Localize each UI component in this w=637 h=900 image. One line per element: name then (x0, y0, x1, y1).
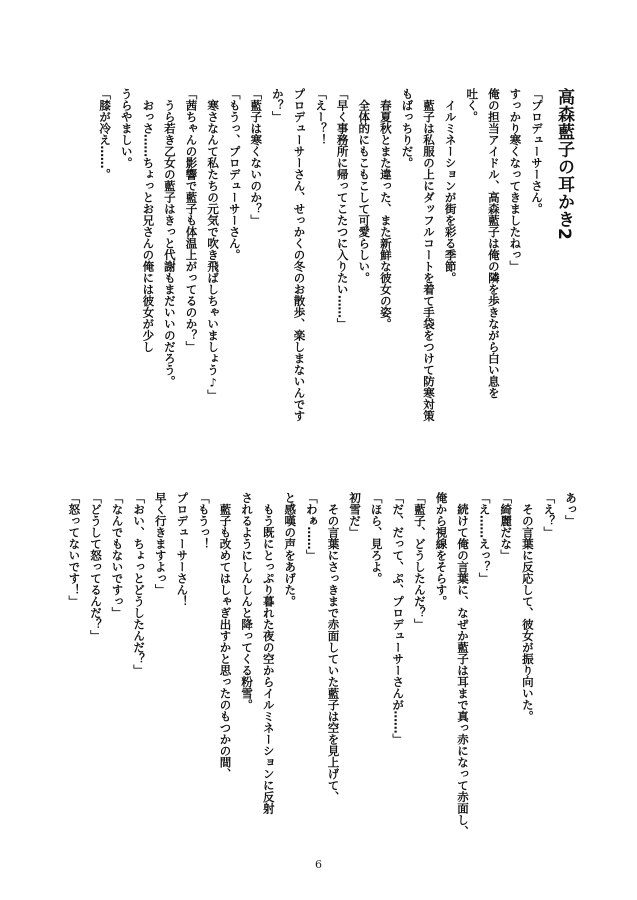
text-line: 俺から視線をそらす。 (434, 492, 449, 607)
upper-text-block (98, 88, 581, 450)
text-line: 早く行きますよっ」 (153, 492, 168, 596)
text-line: 「え？」 (542, 492, 557, 538)
text-line: 俺の担当アイドル、高森藍子は俺の隣を歩きながら白い息を (486, 88, 501, 399)
text-line: 「ほら、見ろよ。 (369, 492, 384, 584)
text-line: すっかり寒くなってきましたねっ」 (508, 88, 523, 272)
text-line: あっ」 (564, 492, 578, 527)
text-line: 「えー？！ (314, 88, 329, 146)
text-line: 「もうっ！ (196, 492, 211, 550)
text-line: か？」 (270, 88, 285, 123)
text-line: プロデューサーさん！ (175, 492, 190, 607)
text-line: うらやましい。 (119, 88, 134, 169)
text-line: と感嘆の声をあげた。 (283, 492, 298, 607)
text-line: 「おい、ちょっとどうしたんだ？」 (132, 492, 147, 676)
page-number: 6 (315, 858, 322, 871)
text-line: 「綺麗だな」 (499, 492, 514, 561)
text-line: イルミネーションが街を彩る季節。 (443, 88, 458, 284)
text-line: 全体的にもこもこして可愛らしい。 (357, 88, 372, 284)
text-line: うら若き乙女の藍子はきっと代謝もまだいいのだろう。 (162, 88, 177, 387)
text-line: 「プロデューサーさん。 (530, 88, 544, 215)
text-line: 寒さなんて私たちの元気で吹き飛ばしちゃいましょう♪」 (206, 88, 221, 401)
text-line: その言葉に反応して、彼女が振り向いた。 (520, 492, 535, 722)
text-line: 「だ、だって、ぷ、プロデューサーさんが……」 (391, 492, 406, 745)
chapter-title: 高森藍子の耳かき2 (554, 88, 574, 241)
text-line: 藍子は私服の上にダッフルコートを着て手袋をつけて防寒対策 (422, 88, 437, 422)
text-line: 「早く事務所に帰ってこたつに入りたい……」 (335, 88, 350, 330)
text-line: 「わぁ……」 (304, 492, 319, 561)
text-line: されるようにしんしんと降ってくる粉雪。 (240, 492, 255, 711)
text-line: 続けて俺の言葉に、なぜか藍子は耳まで真っ赤になって赤面し、 (456, 492, 471, 837)
text-line: 「藍子は寒くないのか？」 (249, 88, 264, 226)
text-line: 「え……えっ？」 (477, 492, 492, 584)
text-line: 春夏秋とまた違った、また新鮮な彼女の姿。 (378, 88, 393, 330)
text-line: もばっちりだ。 (400, 88, 415, 169)
text-line: もう既にとっぷり暮れた夜の空からイルミネーションに反射 (261, 492, 276, 814)
lower-text-block (67, 492, 581, 837)
text-line: 「膝が冷え……。 (98, 88, 113, 180)
text-line: 「茜ちゃんの影響で藍子も体温上がってるのか？」 (184, 88, 199, 353)
text-line: 「もうっ、プロデューサーさん。 (227, 88, 242, 261)
text-line: プロデューサーさん、せっかくの冬のお散歩、楽しまないんです (292, 88, 307, 422)
text-line: 「どうして怒ってるんだ？」 (88, 492, 103, 642)
text-line: その言葉にさっきまで赤面していた藍子は空を見上げて、 (326, 492, 341, 803)
text-line: 初雪だ」 (348, 492, 363, 538)
text-line: 「怒ってないです！」 (67, 492, 82, 607)
text-line: 「藍子、どうしたんだ？」 (412, 492, 427, 630)
text-line: 藍子も改めてはしゃぎ出すかと思ったのもつかの間、 (218, 492, 233, 780)
text-line: 「なんでもないですっ」 (110, 492, 125, 619)
text-line: 吐く。 (465, 88, 480, 123)
text-line: おっさ……ちょっとお兄さんの俺には彼女が少し (141, 88, 156, 353)
